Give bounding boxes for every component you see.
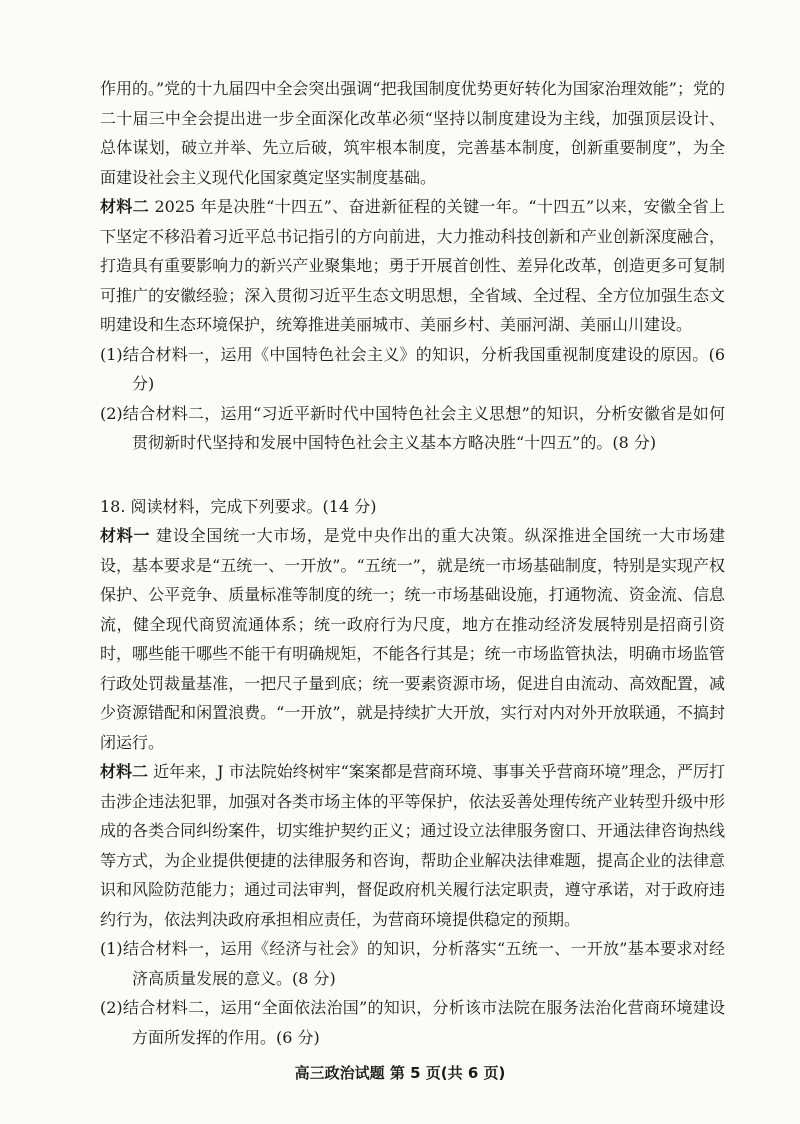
- q17-question-2: (2)结合材料二，运用“习近平新时代中国特色社会主义思想”的知识，分析安徽省是如何贯彻新时代坚持和发展中国特色社会主义基本方略决胜“十四五”的。(8 分): [100, 403, 725, 452]
- section-gap: [100, 458, 725, 492]
- q17-material2-text: 2025 年是决胜“十四五”、奋进新征程的关键一年。“十四五”以来，安徽全省上下坚定不移沿着习近平总书记指引的方向前进，大力推动科技创新和产业创新深度融合，打造具有重要影响力的新兴产业聚集地；勇于开展首创性、差异化改革，创造更多可复制可推广的安徽经验；深入贯彻习近平生态文明思想，全省域、全过程、全方位加强生态文明建设和生态环境保护，统筹推进美丽城市、美丽乡村、美丽河湖、美丽山川建设。: [100, 197, 725, 334]
- page-footer: 高三政治试题 第 5 页(共 6 页): [294, 1064, 506, 1082]
- q18-material2-label: 材料二: [100, 762, 149, 781]
- q17-question-1: (1)结合材料一，运用《中国特色社会主义》的知识，分析我国重视制度建设的原因。(6 分): [100, 344, 725, 393]
- q18-question-1: (1)结合材料一，运用《经济与社会》的知识，分析落实“五统一、一开放”基本要求对经济高质量发展的意义。(8 分): [100, 939, 725, 988]
- q18-material1: [100, 521, 725, 757]
- page-content: [100, 74, 725, 1052]
- q18-material1-label: 材料一: [100, 526, 151, 545]
- q18-heading: 18. 阅读材料，完成下列要求。(14 分): [100, 496, 377, 516]
- q18-material2-text: 近年来，J 市法院始终树牢“案案都是营商环境、事事关乎营商环境”理念，严厉打击涉企违法犯罪，加强对各类市场主体的平等保护，依法妥善处理传统产业转型升级中形成的各类合同纠纷案件，切实维护契约正义；通过设立法律服务窗口、开通法律咨询热线等方式，为企业提供便捷的法律服务和咨询，帮助企业解决法律难题，提高企业的法律意识和风险防范能力；通过司法审判，督促政府机关履行法定职责，遵守承诺，对于政府违约行为，依法判决政府承担相应责任，为营商环境提供稳定的预期。: [100, 762, 725, 929]
- q17-material2: [100, 192, 725, 340]
- q17-material2-label: 材料二: [100, 197, 150, 216]
- q18-material1-text: 建设全国统一大市场，是党中央作出的重大决策。纵深推进全国统一大市场建设，基本要求是“五统一、一开放”。“五统一”，就是统一市场基础制度，特别是实现产权保护、公平竞争、质量标准等制度的统一；统一市场基础设施，打通物流、资金流、信息流，健全现代商贸流通体系；统一政府行为尺度，地方在推动经济发展特别是招商引资时，哪些能干哪些不能干有明确规矩，不能各行其是；统一市场监管执法，明确市场监管行政处罚裁量基准，一把尺子量到底；统一要素资源市场，促进自由流动、高效配置，减少资源错配和闲置浪费。“一开放”，就是持续扩大开放，实行对内对外开放联通，不搞封闭运行。: [100, 526, 725, 752]
- q18-material2: [100, 757, 725, 934]
- q18-question-2: (2)结合材料二，运用“全面依法治国”的知识，分析该市法院在服务法治化营商环境建设方面所发挥的作用。(6 分): [100, 998, 725, 1047]
- intro-paragraph: 作用的。”党的十九届四中全会突出强调“把我国制度优势更好转化为国家治理效能”；党的二十届三中全会提出进一步全面深化改革必须“坚持以制度建设为主线，加强顶层设计、总体谋划，破立并举、先立后破，筑牢根本制度，完善基本制度，创新重要制度”，为全面建设社会主义现代化国家奠定坚实制度基础。: [100, 79, 725, 187]
